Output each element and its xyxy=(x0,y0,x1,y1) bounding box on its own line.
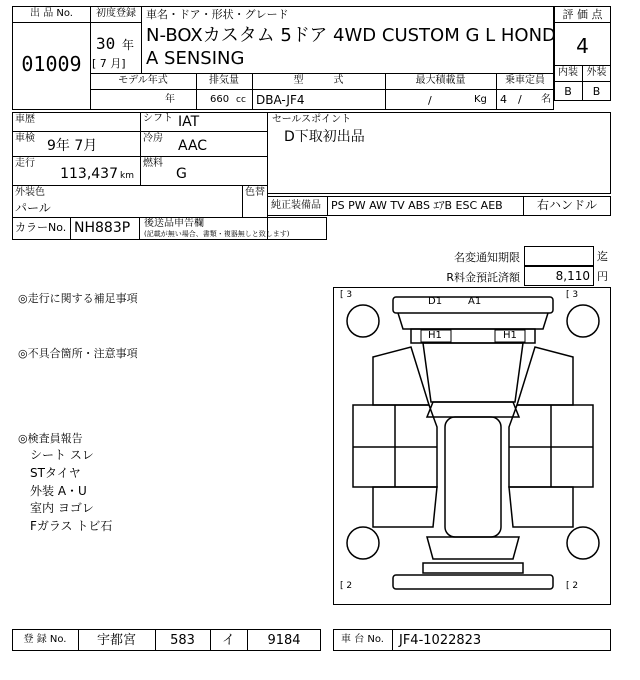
ac-label: 冷房 xyxy=(143,133,163,144)
score-label: 評 価 点 xyxy=(562,8,603,21)
ext-color-value: パール xyxy=(15,201,51,215)
aftermarket-label: 後送品申告欄 xyxy=(144,218,204,229)
sales-point-label: セールスポイント xyxy=(272,114,352,125)
ac-value: AAC xyxy=(178,138,208,154)
inspector-label: ◎検査員報告 xyxy=(18,432,83,445)
inspection-value: 9年 7月 xyxy=(47,138,98,154)
reg-class: 583 xyxy=(170,633,195,648)
ext-color-label: 外装色 xyxy=(15,187,45,198)
lot-number: 01009 xyxy=(21,52,82,76)
inspector-line: STタイヤ xyxy=(30,466,81,480)
recycle-unit: 円 xyxy=(597,270,608,283)
inspector-line: シート スレ xyxy=(30,448,94,462)
color-change-label: 色替 xyxy=(245,187,265,198)
equipment-label: 純正装備品 xyxy=(271,200,321,211)
defects-label: ◎不具合箇所・注意事項 xyxy=(18,347,138,360)
damage-mark: H1 xyxy=(503,330,517,341)
shift-label: シフト xyxy=(143,113,173,124)
recycle-label: R料金預託済額 xyxy=(446,271,520,284)
rear-left-tag: [ 2 xyxy=(340,581,353,591)
front-right-tag: [ 3 xyxy=(566,290,579,300)
capacity-label: 乗車定員 xyxy=(505,75,545,86)
color-no-label: カラーNo. xyxy=(15,221,67,234)
recycle-value: 8,110 xyxy=(555,269,590,283)
capacity-sep: / xyxy=(518,93,522,106)
damage-mark: A1 xyxy=(468,296,482,307)
model-value: DBA-JF4 xyxy=(256,93,305,107)
interior-grade: B xyxy=(564,85,572,98)
reg-place: 宇都宮 xyxy=(96,633,136,648)
first-reg-label: 初度登録 xyxy=(96,8,136,19)
reg-kana: イ xyxy=(221,633,235,648)
inspector-line: 室内 ヨゴレ xyxy=(30,501,94,515)
handle-value: 右ハンドル xyxy=(536,198,597,212)
reg-year-unit: 年 xyxy=(122,38,135,52)
shift-value: IAT xyxy=(178,114,200,130)
reg-no-label: 登 録 No. xyxy=(23,634,67,645)
rear-right-tag: [ 2 xyxy=(566,581,579,591)
inspection-label: 車検 xyxy=(15,133,35,144)
notice-value-box xyxy=(524,246,594,266)
displacement-unit: cc xyxy=(236,95,246,105)
reg-month: [ 7 月] xyxy=(92,57,126,70)
notice-unit: 迄 xyxy=(597,250,608,263)
exterior-label: 外装 xyxy=(586,67,607,78)
lot-label: 出 品 No. xyxy=(30,8,73,19)
mileage-value: 113,437 xyxy=(60,166,118,182)
max-load-label: 最大積載量 xyxy=(415,75,466,86)
interior-label: 内装 xyxy=(558,67,578,78)
exterior-grade: B xyxy=(592,85,601,98)
damage-mark: H1 xyxy=(428,330,442,341)
sales-point-value: D下取初出品 xyxy=(284,129,365,145)
chassis-label: 車 台 No. xyxy=(341,634,384,645)
driving-notes-label: ◎走行に関する補足事項 xyxy=(18,292,138,305)
max-load-value: / xyxy=(428,94,432,107)
displacement-value: 660 xyxy=(210,94,230,105)
damage-mark: D1 xyxy=(428,296,443,307)
car-name-label: 車名・ドア・形状・グレード xyxy=(146,8,289,21)
inspector-line: Fガラス トビ石 xyxy=(30,519,113,533)
overall-score: 4 xyxy=(576,34,589,58)
model-year-unit: 年 xyxy=(165,94,175,105)
color-no-value: NH883P xyxy=(74,220,131,236)
max-load-unit: Kg xyxy=(474,94,487,105)
displacement-label: 排気量 xyxy=(209,75,239,86)
model-year-label: モデル年式 xyxy=(118,75,168,86)
front-left-tag: [ 3 xyxy=(340,290,353,300)
mileage-label: 走行 xyxy=(15,158,35,169)
mileage-unit: km xyxy=(120,171,134,181)
car-name-line1: N-BOXカスタム 5ドア 4WD CUSTOM G L HOND xyxy=(146,25,556,46)
car-outline-diagram xyxy=(333,287,611,605)
equipment-value: PS PW AW TV ABS ｴｱB ESC AEB xyxy=(331,199,503,212)
capacity-unit: 名 xyxy=(541,94,551,105)
model-label: 型 式 xyxy=(293,75,344,86)
inspector-line: 外装 A・U xyxy=(30,484,87,498)
chassis-value: JF4-1022823 xyxy=(399,633,482,648)
reg-number: 9184 xyxy=(267,633,301,648)
aftermarket-note: (記載が無い場合、書類・複器無しと致します) xyxy=(144,230,290,238)
history-label: 車歴 xyxy=(15,114,35,125)
capacity-value: 4 xyxy=(500,93,507,106)
reg-year: 30 xyxy=(96,34,116,53)
fuel-label: 燃料 xyxy=(143,158,163,169)
car-name-line2: A SENSING xyxy=(146,48,245,69)
fuel-value: G xyxy=(176,166,187,182)
notice-label: 名変通知期限 xyxy=(454,251,520,264)
